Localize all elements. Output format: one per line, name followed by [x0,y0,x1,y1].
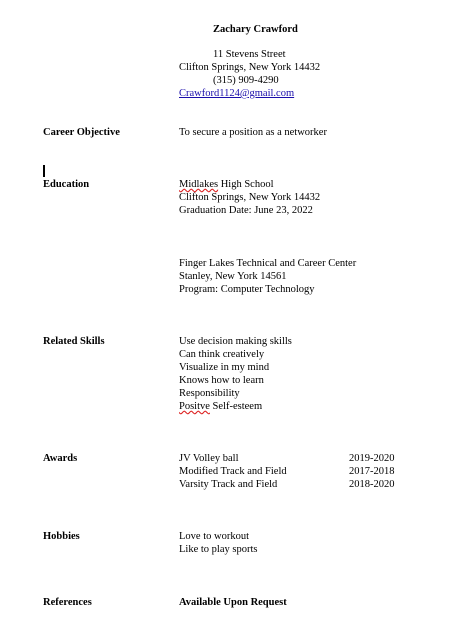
award-years: 2018-2020 [349,479,395,490]
references-label: References [43,597,92,608]
hobby-item: Love to workout [179,531,249,542]
objective-label: Career Objective [43,127,120,138]
award-name: Modified Track and Field [179,466,287,477]
skill-item: Visualize in my mind [179,362,270,373]
skill-item: Use decision making skills [179,336,292,347]
skill-item-rest: Self-esteem [209,401,263,412]
school1-grad: Graduation Date: June 23, 2022 [179,205,313,216]
award-name: Varsity Track and Field [179,479,278,490]
school2-name: Finger Lakes Technical and Career Center [179,258,357,269]
hobbies-label: Hobbies [43,531,80,542]
hobby-item: Like to play sports [179,544,258,555]
phone-number: (315) 909-4290 [213,75,279,86]
skill-item [179,400,262,413]
objective-text: To secure a position as a networker [179,127,327,138]
spellcheck-word: Positve [179,401,210,412]
awards-label: Awards [43,453,78,464]
street-address: 11 Stevens Street [213,49,286,60]
resume-name: Zachary Crawford [213,24,298,35]
city-state-zip: Clifton Springs, New York 14432 [179,62,321,73]
school1-city: Clifton Springs, New York 14432 [179,192,321,203]
skill-item: Responsibility [179,388,240,399]
school1-name-rest: High School [218,179,274,190]
text-cursor [43,165,45,177]
school1-name [179,178,274,191]
award-name: JV Volley ball [179,453,239,464]
spellcheck-word: Midlakes [179,179,219,190]
skill-item: Knows how to learn [179,375,264,386]
education-label: Education [43,179,90,190]
award-years: 2019-2020 [349,453,395,464]
skills-label: Related Skills [43,336,105,347]
references-text: Available Upon Request [179,597,287,608]
school2-city: Stanley, New York 14561 [179,271,287,282]
award-years: 2017-2018 [349,466,395,477]
skill-item: Can think creatively [179,349,265,360]
school2-program: Program: Computer Technology [179,284,315,295]
email-link[interactable]: Crawford1124@gmail.com [179,88,295,99]
